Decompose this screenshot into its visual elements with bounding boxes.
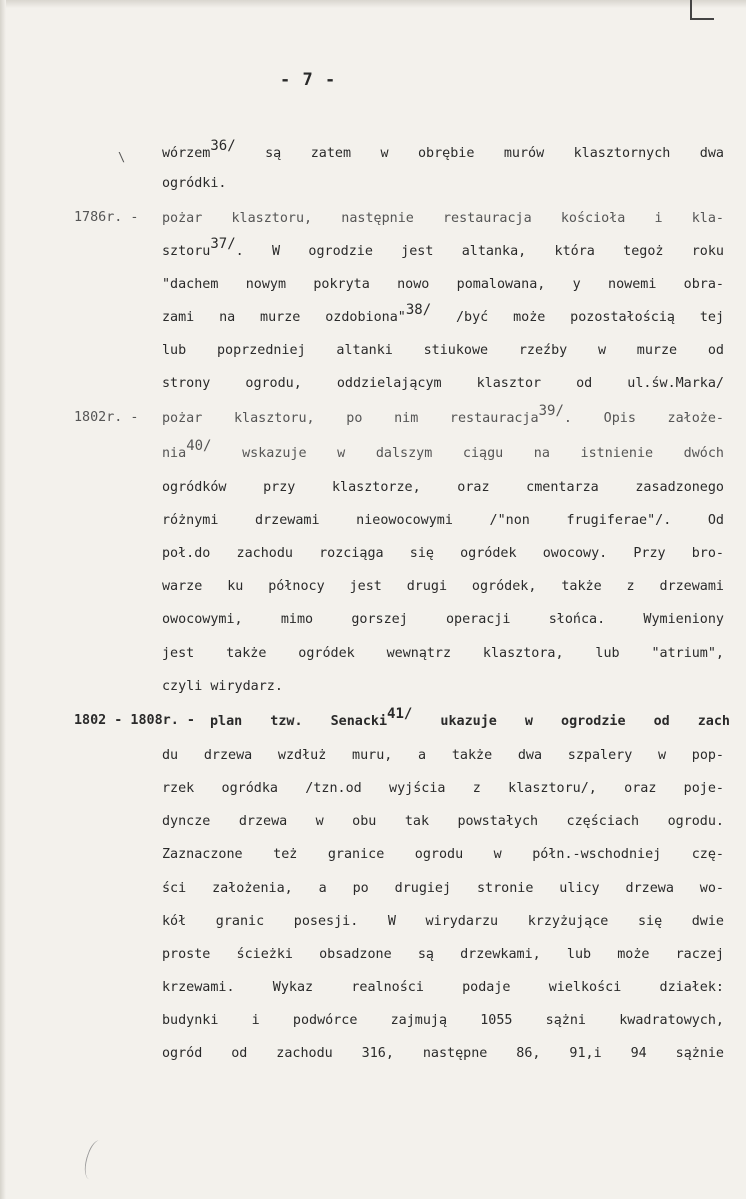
- pen-mark: [80, 1138, 110, 1181]
- date-label: 1802 - 1808r. -: [74, 713, 195, 728]
- text-line: pożar klasztoru, następnie restauracja kościoła i kla-: [162, 211, 724, 226]
- footnote-ref: 41/: [387, 706, 413, 722]
- scan-edge-top: [0, 0, 746, 8]
- text-line: ogród od zachodu 316, następne 86, 91,i 94 sążnie: [162, 1046, 724, 1061]
- text-line: wórzem$^{36/}$ są zatem w obrębie murów klasztornych dwa: [162, 138, 724, 161]
- text-line: kół granic posesji. W wirydarzu krzyżujące się dwie: [162, 914, 724, 929]
- text-line: ści założenia, a po drugiej stronie ulicy drzewa wo-: [162, 881, 724, 896]
- text-line: poł.do zachodu rozciąga się ogródek owocowy. Przy bro-: [162, 546, 724, 561]
- text-line: "dachem nowym pokryta nowo pomalowana, y nowemi obra-: [162, 277, 724, 292]
- text-line: strony ogrodu, oddzielającym klasztor od ul.św.Marka/: [162, 376, 724, 391]
- text-line: Zaznaczone też granice ogrodu w półn.-wschodniej czę-: [162, 847, 724, 862]
- footnote-ref: 37/: [210, 236, 236, 252]
- footnote-ref: 36/: [210, 138, 236, 154]
- text-line: ogródków przy klasztorze, oraz cmentarza zasadzonego: [162, 480, 724, 495]
- footnote-ref: 39/: [538, 403, 564, 419]
- stray-mark: \: [118, 150, 126, 164]
- text-line: różnymi drzewami nieowocowymi /"non frugiferae"/. Od: [162, 513, 724, 528]
- corner-mark: [690, 0, 714, 20]
- text-line: nia$^{40/}$ wskazuje w dalszym ciągu na istnienie dwóch: [162, 438, 724, 461]
- text-line: budynki i podwórce zajmują 1055 sążni kwadratowych,: [162, 1013, 724, 1028]
- text-line: zami na murze ozdobiona"$^{38/}$ /być może pozostałością tej: [162, 302, 725, 325]
- date-label: 1786r. -: [74, 210, 139, 225]
- text-line: du drzewa wzdłuż muru, a także dwa szpalery w pop-: [162, 748, 724, 763]
- text-line: lub poprzedniej altanki stiukowe rzeźby w murze od: [162, 343, 724, 358]
- text-line: krzewami. Wykaz realności podaje wielkości działek:: [162, 980, 724, 995]
- text-line: owocowymi, mimo gorszej operacji słońca. Wymieniony: [162, 612, 724, 627]
- date-label: 1802r. -: [74, 410, 139, 425]
- text-line: dyncze drzewa w obu tak powstałych częściach ogrodu.: [162, 814, 724, 829]
- text-line: czyli wirydarz.: [162, 679, 283, 694]
- footnote-ref: 40/: [186, 438, 212, 454]
- text-line: sztoru$^{37/}$. W ogrodzie jest altanka, która tegoż roku: [162, 236, 724, 259]
- text-line: warze ku północy jest drugi ogródek, także z drzewami: [162, 579, 724, 594]
- scan-edge-left: [0, 0, 6, 1199]
- text-line: plan tzw. Senacki$^{41/}$ ukazuje w ogrodzie od zach: [210, 706, 730, 729]
- text-line: ogródki.: [162, 176, 227, 191]
- text-line: pożar klasztoru, po nim restauracja$^{39/}$. Opis założe-: [162, 403, 724, 426]
- text-line: proste ścieżki obsadzone są drzewkami, lub może raczej: [162, 947, 724, 962]
- text-line: jest także ogródek wewnątrz klasztora, lub "atrium",: [162, 646, 724, 661]
- footnote-ref: 38/: [405, 302, 432, 318]
- text-line: rzek ogródka /tzn.od wyjścia z klasztoru/, oraz poje-: [162, 781, 724, 796]
- page-number: - 7 -: [280, 70, 337, 90]
